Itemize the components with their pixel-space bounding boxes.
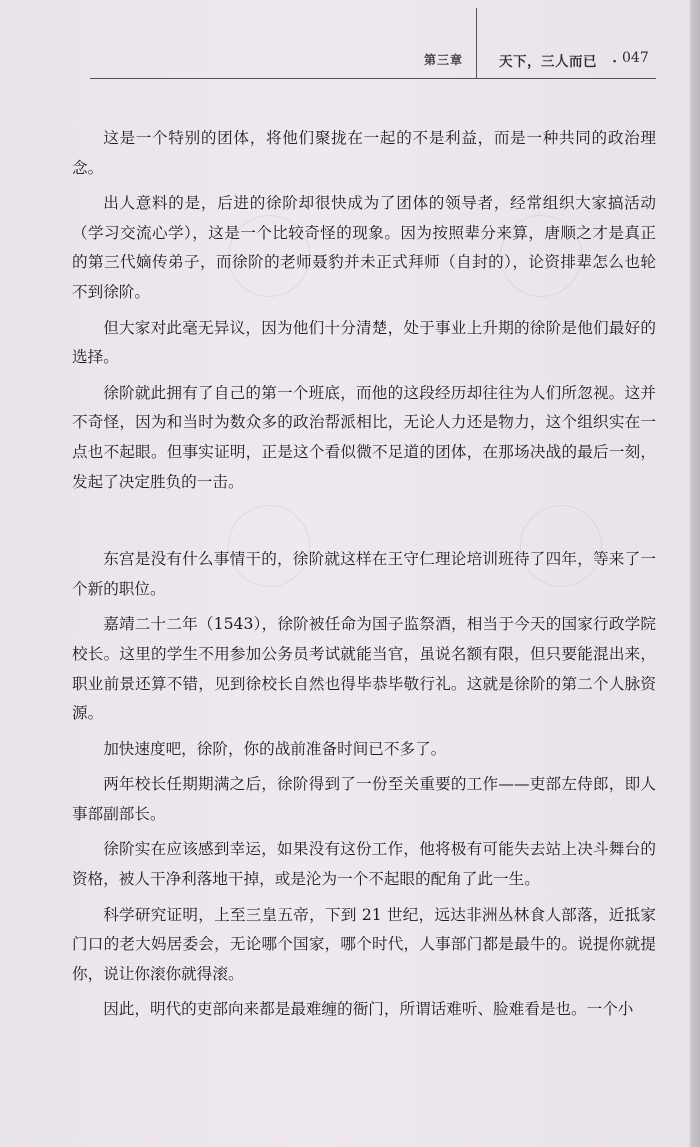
- paragraph: 徐阶实在应该感到幸运，如果没有这份工作，他将极有可能失去站上决斗舞台的资格，被人干净利落地干掉，或是沦为一个不起眼的配角了此一生。: [72, 840, 656, 889]
- title-separator: ·: [612, 54, 618, 70]
- header-rule: [90, 78, 656, 79]
- paragraph: 两年校长任期期满之后，徐阶得到了一份至关重要的工作——吏部左侍郎，即人事部副部长。: [72, 775, 656, 823]
- chapter-label: 第三章: [424, 53, 464, 67]
- paragraph: 这是一个特别的团体，将他们聚拢在一起的不是利益，而是一种共同的政治理念。: [72, 129, 656, 177]
- section-break: [72, 497, 656, 545]
- paragraph: 东宫是没有什么事情干的，徐阶就这样在王守仁理论培训班待了四年，等来了一个新的职位。: [72, 550, 656, 598]
- paragraph: 加快速度吧，徐阶，你的战前准备时间已不多了。: [103, 739, 447, 758]
- page-edge: [690, 0, 700, 1147]
- page-number: 047: [622, 50, 649, 66]
- running-title: [499, 50, 617, 70]
- header-divider: [476, 8, 477, 78]
- paragraph: 出人意料的是，后进的徐阶却很快成为了团体的领导者，经常组织大家搞活动（学习交流心学），这是一个比较奇怪的现象。因为按照辈分来算，唐顺之才是真正的第三代嫡传弟子，而徐阶的老师聂豹并未正式拜师（自封的），论资排辈怎么也轮不到徐阶。: [72, 194, 656, 301]
- paragraph: 科学研究证明，上至三皇五帝，下到 21 世纪，远达非洲丛林食人部落，近抵家门口的老大妈居委会，无论哪个国家，哪个时代，人事部门都是最牛的。说提你就提你，说让你滚你就得滚。: [72, 905, 656, 983]
- body-text: [72, 124, 656, 1025]
- paragraph: 但大家对此毫无异议，因为他们十分清楚，处于事业上升期的徐阶是他们最好的选择。: [72, 318, 656, 367]
- page-header: [0, 0, 690, 80]
- paragraph: 嘉靖二十二年（1543），徐阶被任命为国子监祭酒，相当于今天的国家行政学院校长。这里的学生不用参加公务员考试就能当官，虽说名额有限，但只要能混出来，职业前景还算不错，见到徐校长自然也得毕恭毕敬行礼。这就是徐阶的第二个人脉资源。: [72, 615, 656, 723]
- paragraph: 因此，明代的吏部向来都是最难缠的衙门，所谓话难听、脸难看是也。一个小: [103, 1000, 634, 1019]
- paragraph: 徐阶就此拥有了自己的第一个班底，而他的这段经历却往往为人们所忽视。这并不奇怪，因为和当时为数众多的政治帮派相比，无论人力还是物力，这个组织实在一点也不起眼。但事实证明，正是这个看似微不足道的团体，在那场决战的最后一刻，发起了决定胜负的一击。: [72, 383, 656, 491]
- running-title-text: 天下，三人而已: [499, 54, 597, 70]
